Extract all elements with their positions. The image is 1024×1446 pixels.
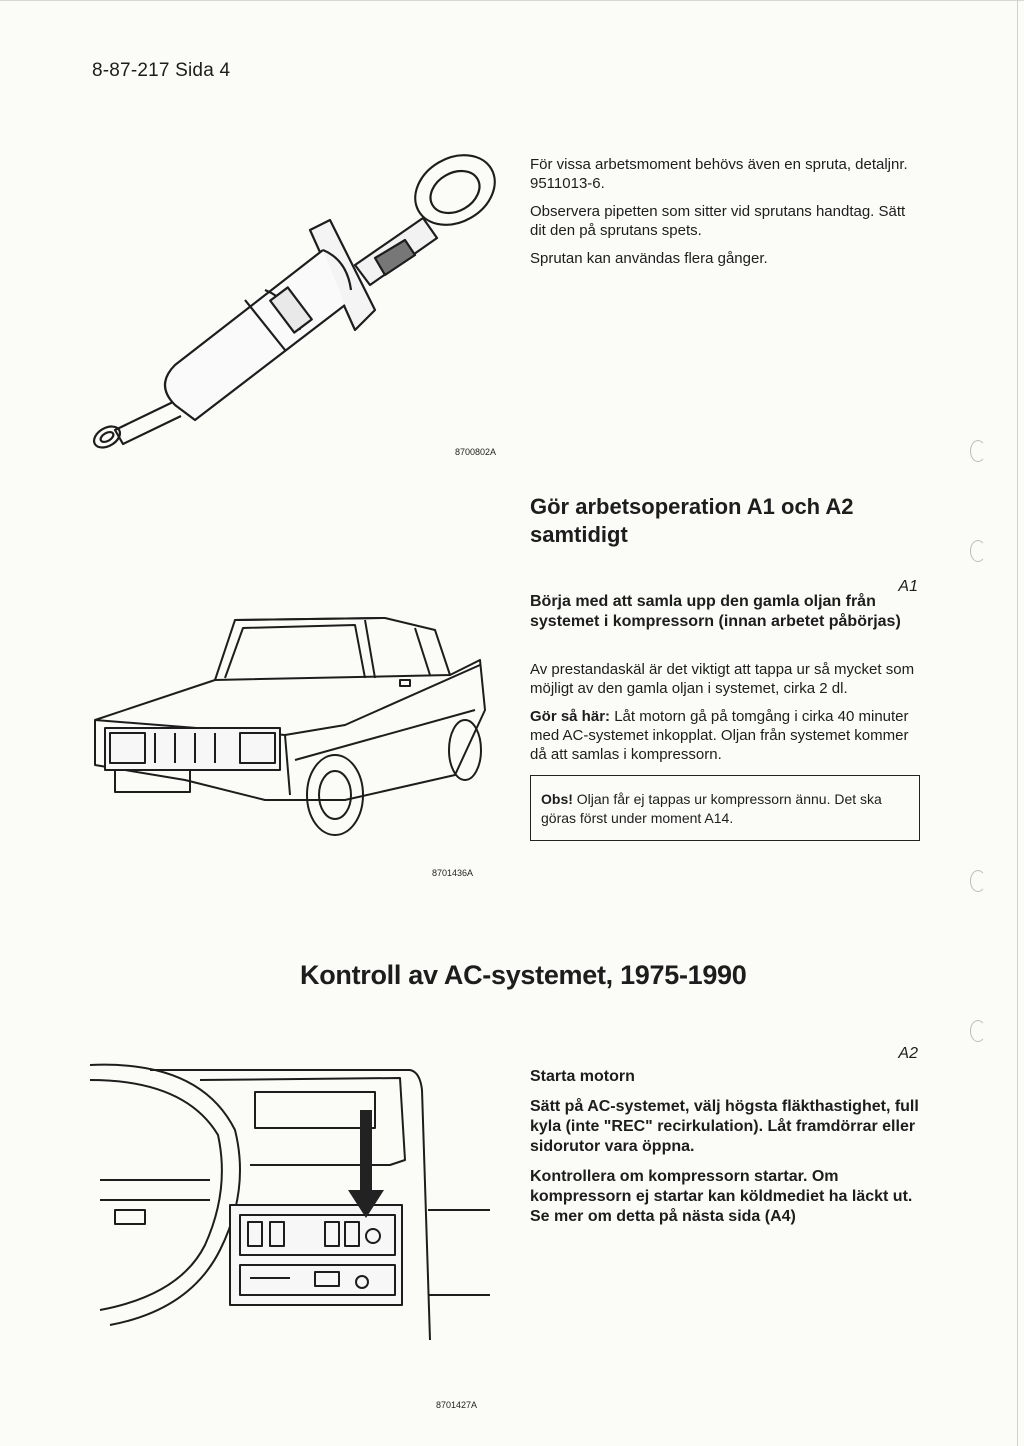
syringe-paragraph: För vissa arbetsmoment behövs även en spruta, detaljnr. 9511013-6. — [530, 156, 908, 192]
syringe-description — [530, 155, 922, 277]
ac-paragraph: Sätt på AC-systemet, välj högsta fläkthastighet, full kyla (inte "REC" recirkulation). Låt framdörrar eller sidorutor vara öppna. — [530, 1098, 919, 1155]
ac-instructions — [530, 1097, 922, 1237]
operation-label-a2: A2 — [898, 1045, 918, 1062]
dashboard-illustration — [90, 1050, 490, 1340]
punch-hole — [970, 440, 986, 462]
operation-description — [530, 660, 922, 773]
page-right-edge — [1017, 0, 1018, 1446]
instruction-label: Gör så här: — [530, 708, 611, 725]
section-title: Kontroll av AC-systemet, 1975-1990 — [300, 960, 747, 990]
page-top-edge — [0, 0, 1024, 1]
operation-heading: Gör arbetsoperation A1 och A2 samtidigt — [530, 494, 854, 547]
operation-label-a1: A1 — [898, 578, 918, 595]
punch-hole — [970, 540, 986, 562]
note-box — [530, 775, 920, 841]
figure-code: 8701436A — [432, 868, 474, 878]
syringe-paragraph: Sprutan kan användas flera gånger. — [530, 250, 768, 267]
ac-subheading: Starta motorn — [530, 1068, 635, 1085]
operation-subheading: Börja med att samla upp den gamla oljan från systemet i kompressorn (innan arbetet påbörjas) — [530, 593, 901, 630]
punch-hole — [970, 1020, 986, 1042]
punch-hole — [970, 870, 986, 892]
figure-code: 8701427A — [436, 1400, 478, 1410]
note-label: Obs! — [541, 791, 573, 807]
figure-code: 8700802A — [455, 447, 497, 457]
operation-paragraph: Av prestandaskäl är det viktigt att tappa ur så mycket som möjligt av den gamla oljan i systemet, cirka 2 dl. — [530, 661, 915, 697]
note-text: Oljan får ej tappas ur kompressorn ännu. Det ska göras först under moment A14. — [541, 791, 882, 826]
syringe-paragraph: Observera pipetten som sitter vid sprutans handtag. Sätt dit den på sprutans spets. — [530, 203, 906, 239]
syringe-illustration — [85, 140, 505, 460]
page-reference: 8-87-217 Sida 4 — [92, 60, 231, 81]
operation-paragraph — [530, 707, 922, 764]
instruction-text: Låt motorn gå på tomgång i cirka 40 minuter med AC-systemet inkopplat. Oljan från systemet kommer då att samlas i kompressorn. — [530, 708, 909, 763]
ac-paragraph: Kontrollera om kompressorn startar. Om kompressorn ej startar kan köldmediet ha läckt ut. Se mer om detta på nästa sida (A4) — [530, 1168, 913, 1225]
car-illustration — [85, 600, 495, 850]
